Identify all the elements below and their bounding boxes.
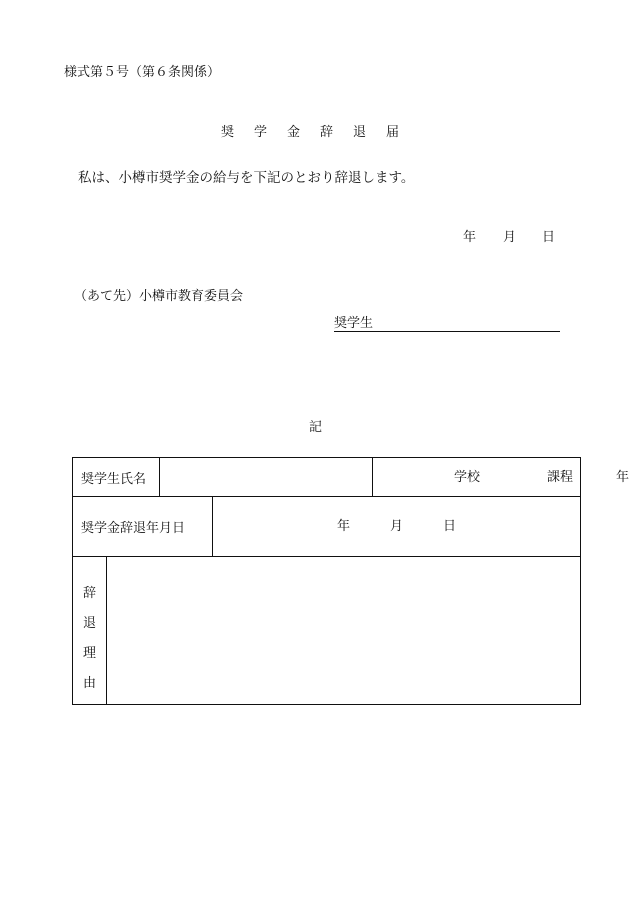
withdrawal-year-label: 年	[337, 519, 351, 534]
reason-label-char: 由	[82, 676, 96, 691]
scholar-name-label: 奨学生氏名	[73, 458, 160, 497]
date-month-label: 月	[503, 230, 517, 245]
scholar-name-field[interactable]	[160, 458, 373, 497]
signature-label: 奨学生	[334, 316, 374, 331]
reason-field[interactable]	[107, 557, 581, 705]
date-day-label: 日	[542, 230, 556, 245]
table-row	[73, 458, 581, 497]
form-number: 様式第５号（第６条関係）	[64, 65, 221, 80]
grade-year-label: 年	[616, 470, 630, 485]
details-table	[72, 457, 630, 705]
course-label: 課程	[547, 470, 574, 485]
table-row	[73, 557, 581, 705]
addressee: （あて先）小樽市教育委員会	[74, 289, 244, 304]
ki-heading: 記	[309, 420, 323, 435]
withdrawal-day-label: 日	[443, 519, 457, 534]
date-year-label: 年	[463, 230, 477, 245]
table-row	[73, 497, 581, 557]
reason-label-char: 理	[82, 646, 96, 661]
reason-label	[73, 557, 107, 705]
school-course-year-field[interactable]	[373, 458, 630, 497]
reason-label-char: 辞	[82, 586, 96, 601]
withdrawal-date-label: 奨学金辞退年月日	[73, 497, 213, 557]
school-label: 学校	[454, 470, 481, 485]
document-title: 奨学金辞退届	[221, 125, 420, 140]
reason-label-char: 退	[82, 616, 96, 631]
withdrawal-month-label: 月	[390, 519, 404, 534]
statement-text: 私は、小樽市奨学金の給与を下記のとおり辞退します。	[78, 170, 415, 186]
withdrawal-date-field[interactable]	[213, 497, 581, 557]
signature-line[interactable]	[334, 331, 560, 332]
